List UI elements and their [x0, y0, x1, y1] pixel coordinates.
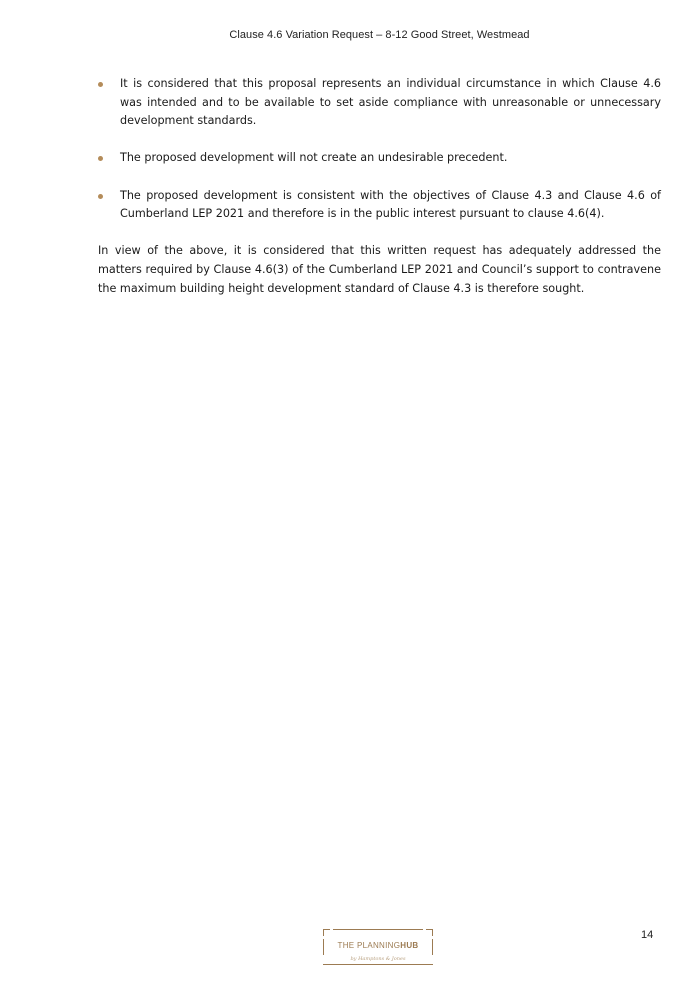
logo-corner: [426, 929, 433, 936]
bullet-text: It is considered that this proposal represents an individual circumstance in which Clause 4.6 was intended and to be available to set aside compliance with unreasonable or unnecessary development standards.: [120, 77, 661, 128]
bullet-list: [98, 75, 661, 224]
bullet-item: [98, 75, 661, 131]
logo-tagline: by Hamptons & Jones: [350, 956, 406, 962]
bullet-dot-icon: [98, 194, 103, 199]
logo-wordmark: [323, 941, 433, 950]
planning-hub-logo: [323, 929, 433, 965]
logo-frame-bottom: [323, 964, 433, 965]
bullet-dot-icon: [98, 82, 103, 87]
page-number: 14: [641, 929, 654, 941]
logo-frame-top: [333, 929, 423, 930]
logo-prefix: THE PLANNING: [337, 941, 401, 950]
bullet-item: [98, 149, 661, 168]
logo-corner: [323, 929, 330, 936]
page-header: Clause 4.6 Variation Request – 8-12 Good Street, Westmead: [229, 29, 530, 41]
bullet-item: [98, 187, 661, 224]
bullet-dot-icon: [98, 156, 103, 161]
conclusion-paragraph: In view of the above, it is considered that this written request has adequately addressed the matters required by Clause 4.6(3) of the Cumberland LEP 2021 and Council’s support to contravene the maximum building height development standard of Clause 4.3 is therefore sought.: [98, 244, 661, 295]
bullet-text: The proposed development will not create an undesirable precedent.: [120, 151, 508, 165]
document-body: [98, 75, 661, 298]
bullet-text: The proposed development is consistent with the objectives of Clause 4.3 and Clause 4.6 of Cumberland LEP 2021 and therefore is in the public interest pursuant to clause 4.6(4).: [120, 188, 661, 221]
logo-suffix: HUB: [400, 941, 419, 950]
